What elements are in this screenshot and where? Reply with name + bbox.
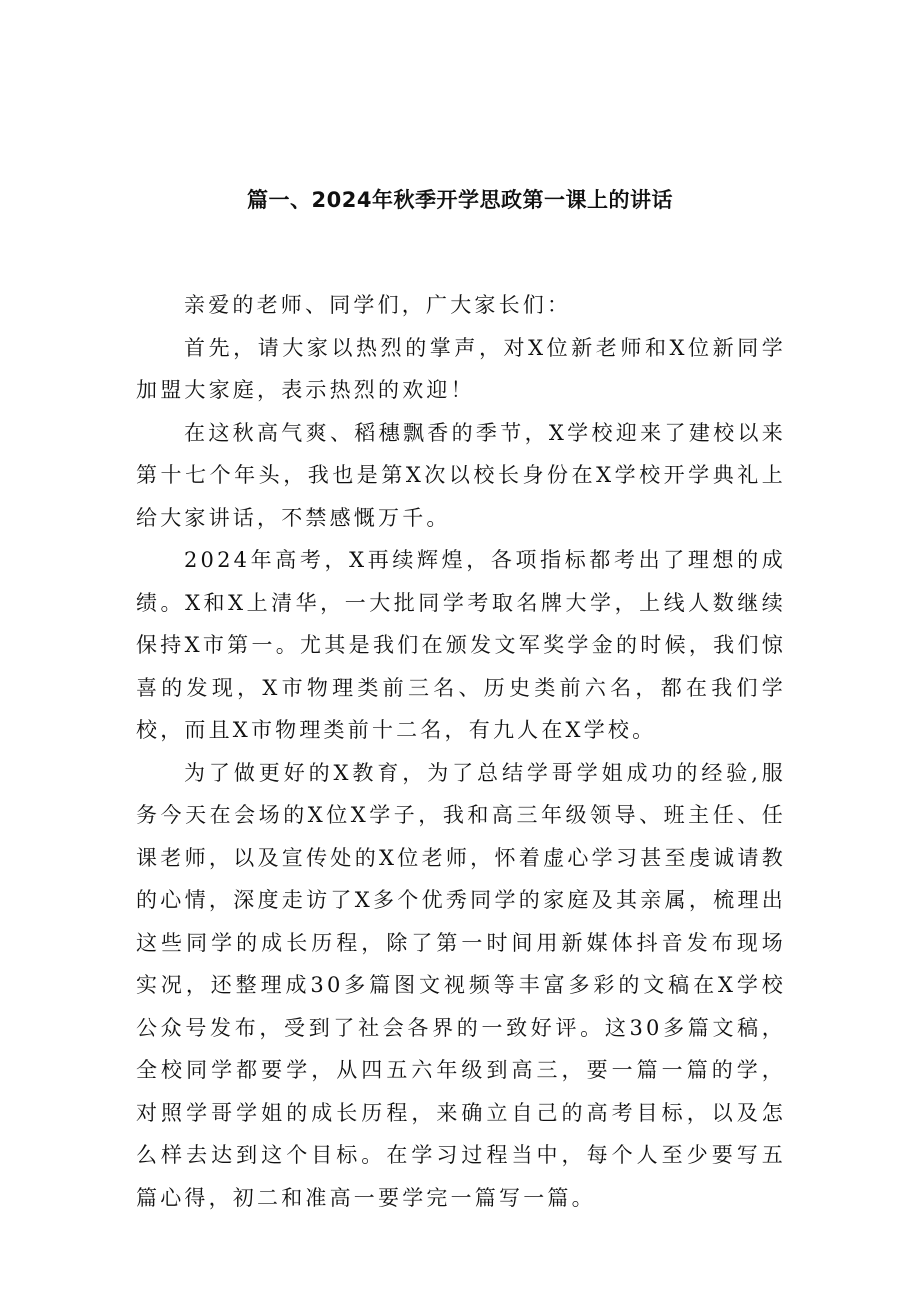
paragraph-exam-results: 2024年高考，X再续辉煌，各项指标都考出了理想的成绩。X和X上清华，一大批同学考取名牌大学，上线人数继续保持X市第一。尤其是我们在颁发文军奖学金的时候，我们惊喜的发现，X市物理类前三名、历史类前六名，都在我们学校，而且X市物理类前十二名，有九人在X学校。 [136,548,786,742]
paragraph-season: 在这秋高气爽、稻穗飘香的季节，X学校迎来了建校以来第十七个年头，我也是第X次以校长身份在X学校开学典礼上给大家讲话，不禁感慨万千。 [136,420,786,530]
document-body [136,284,786,1219]
paragraph-experience: 为了做更好的X教育，为了总结学哥学姐成功的经验,服务今天在会场的X位X学子，我和高三年级领导、班主任、任课老师，以及宣传处的X位老师，怀着虚心学习甚至虔诚请教的心情，深度走访了X多个优秀同学的家庭及其亲属，梳理出这些同学的成长历程，除了第一时间用新媒体抖音发布现场实况，还整理成30多篇图文视频等丰富多彩的文稿在X学校公众号发布，受到了社会各界的一致好评。这30多篇文稿，全校同学都要学，从四五六年级到高三，要一篇一篇的学，对照学哥学姐的成长历程，来确立自己的高考目标，以及怎么样去达到这个目标。在学习过程当中，每个人至少要写五篇心得，初二和准高一要学完一篇写一篇。 [136,760,786,1210]
paragraph-welcome: 首先，请大家以热烈的掌声，对X位新老师和X位新同学加盟大家庭，表示热烈的欢迎！ [136,335,786,402]
paragraph-greeting: 亲爱的老师、同学们，广大家长们： [184,293,572,317]
document-title: 篇一、2024年秋季开学思政第一课上的讲话 [247,188,673,212]
